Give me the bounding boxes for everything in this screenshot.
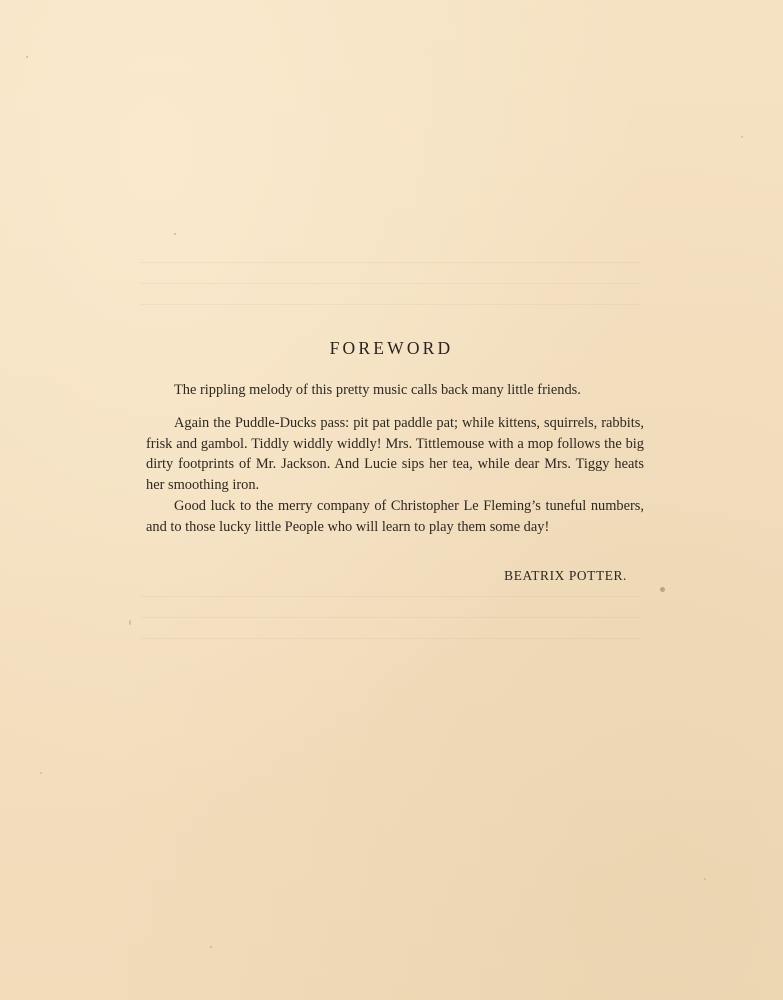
show-through-line [140, 596, 640, 597]
paper-speck [210, 946, 212, 948]
paper-speck [26, 56, 28, 58]
show-through-line [140, 617, 640, 618]
page-title: FOREWORD [329, 338, 454, 358]
show-through-line [140, 283, 640, 284]
paragraph: Again the Puddle-Ducks pass: pit pat paddle pat; while kittens, squirrels, rabbits, frisk and gambol. Tiddly widdly widdly! Mrs. Tittlemouse with a mop follows the big dirty footprints of Mr. Jackson. And Lucie sips her tea, while dear Mrs. Tiggy heats her smoothing iron. [146, 415, 644, 493]
paper-speck [174, 233, 176, 235]
paper-speck [660, 587, 665, 592]
show-through-line [140, 262, 640, 263]
show-through-line [140, 638, 640, 639]
signature: BEATRIX POTTER. [504, 568, 627, 583]
paper-speck [40, 772, 42, 774]
paper-speck [741, 136, 743, 138]
foreword-body [146, 380, 644, 583]
paragraph: The rippling melody of this pretty music calls back many little friends. [174, 382, 581, 398]
show-through-line [140, 304, 640, 305]
paper-speck [704, 878, 706, 880]
paragraph: Good luck to the merry company of Christopher Le Fleming’s tuneful numbers, and to those lucky little People who will learn to play them some day! [146, 498, 644, 535]
paper-speck [129, 620, 131, 625]
